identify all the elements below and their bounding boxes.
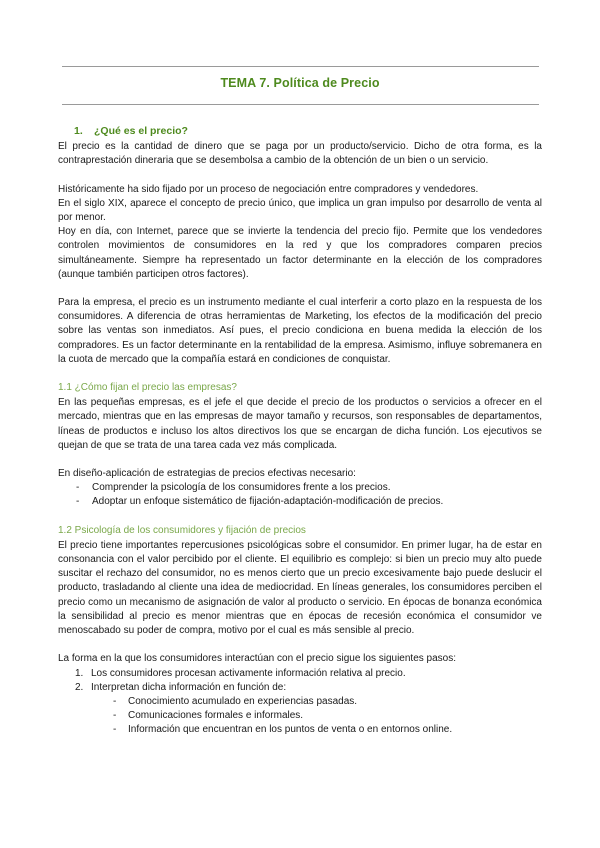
list-item: - Adoptar un enfoque sistemático de fijación-adaptación-modificación de precios. — [58, 495, 542, 509]
paragraph: En diseño-aplicación de estrategias de precios efectivas necesario: — [58, 468, 356, 480]
paragraph: El precio es la cantidad de dinero que se paga por un producto/servicio. Dicho de otra forma, es la contraprestación dineraria que se desembolsa a cambio de la obtención de un bien o un servicio. — [58, 141, 542, 167]
list-item: 1. Los consumidores procesan activamente información relativa al precio. — [75, 667, 406, 679]
section-1-1-heading: 1.1 ¿Cómo fijan el precio las empresas? — [58, 382, 237, 394]
page-title: TEMA 7. Política de Precio — [220, 76, 380, 90]
list-item: - Comprender la psicología de los consumidores frente a los precios. — [58, 481, 542, 495]
section-1-title: ¿Qué es el precio? — [94, 125, 188, 137]
paragraph: La forma en la que los consumidores interactúan con el precio sigue los siguientes pasos: — [58, 653, 457, 665]
title-rule — [62, 104, 539, 105]
list-item: - Información que encuentran en los puntos de venta o en entornos online. — [58, 723, 542, 737]
top-rule — [62, 66, 539, 67]
section-1-number: 1. — [74, 125, 83, 137]
paragraph: Para la empresa, el precio es un instrumento mediante el cual interferir a corto plazo en la respuesta de los consumidores. A diferencia de otras herramientas de Marketing, los efectos de la modificación del precio sobre las ventas son inmediatos. Así pues, el precio condiciona en buena medida la elección de los compradores. Es un factor determinante en la rentabilidad de la empresa. Asimismo, influye sobremanera en la cuota de mercado que la compañía estará en condiciones de conquistar. — [58, 297, 542, 365]
list-item: 2. Interpretan dicha información en función de: — [75, 681, 287, 693]
section-1-2-heading: 1.2 Psicología de los consumidores y fijación de precios — [58, 524, 306, 536]
paragraph: Históricamente ha sido fijado por un proceso de negociación entre compradores y vendedores. — [58, 183, 479, 195]
document-body — [58, 124, 542, 738]
dash-bullet: - — [76, 482, 80, 494]
dash-bullet: - — [76, 496, 80, 508]
paragraph: En el siglo XIX, aparece el concepto de precio único, que implica un gran impulso por desarrollo de venta al por menor. — [58, 197, 542, 224]
list-item: - Conocimiento acumulado en experiencias pasadas. — [58, 695, 542, 709]
dash-bullet: - — [113, 710, 117, 722]
list-item: - Comunicaciones formales e informales. — [58, 709, 542, 723]
paragraph: El precio tiene importantes repercusiones psicológicas sobre el consumidor. En primer lugar, ha de estar en consonancia con el valor percibido por el cliente. El equilibrio es complejo: si bien un precio muy alto puede suscitar el rechazo del consumidor, no es menos cierto que un precio excesivamente bajo puede deslucir el producto, trasladando al cliente una idea de mediocridad. En líneas generales, los consumidores perciben el precio como un mecanismo de asignación de valor al producto o servicio. En épocas de bonanza económica la sensibilidad al precio es menor mientras que en épocas de recesión económica el consumidor ve menoscabado su poder de compra, motivo por el cual es más sensible al precio. — [58, 539, 542, 637]
paragraph: Hoy en día, con Internet, parece que se invierte la tendencia del precio fijo. Permite que los vendedores controlen movimientos de consumidores en la red y que los compradores comparen precios simultáneamente. Siempre ha representado un factor determinante en la elección de los compradores (aunque también participen otros factores). — [58, 226, 542, 280]
section-1-heading — [74, 124, 542, 138]
paragraph: En las pequeñas empresas, es el jefe el que decide el precio de los productos o servicios a ofrecer en el mercado, mientras que en las empresas de mayor tamaño y recursos, son responsables de departamentos, líneas de productos e incluso los altos directivos los que se encargan de dicha función. Los ejecutivos se quejan de que se trata de una tarea cada vez más complicada. — [58, 397, 542, 451]
sub-bullet-list — [58, 695, 542, 738]
numbered-list — [58, 667, 542, 695]
dash-bullet: - — [113, 724, 117, 736]
bullet-list — [58, 481, 542, 509]
dash-bullet: - — [113, 695, 117, 707]
